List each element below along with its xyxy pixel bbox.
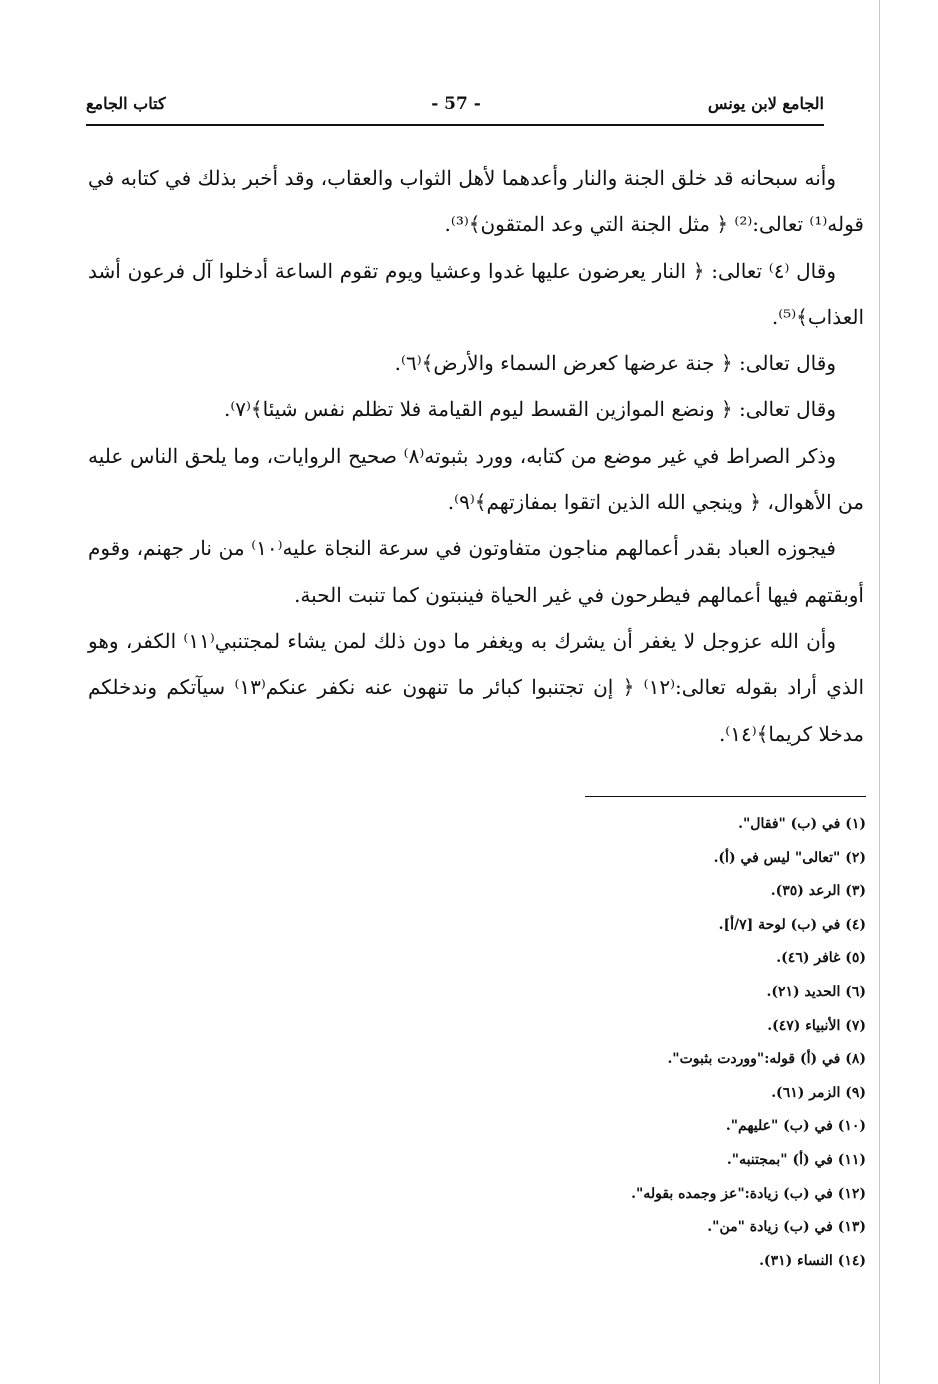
footnote-item: (١٢) في (ب) زيادة:"عز وجمده بقوله".: [631, 1185, 866, 1202]
page-edge-line: [879, 0, 880, 1384]
footnote-item: (١) في (ب) "فقال".: [738, 816, 866, 832]
footnote-item: (٧) الأنبياء (٤٧).: [767, 1017, 866, 1034]
header-chapter-title: كتاب الجامع: [86, 94, 166, 113]
footnote-item: (٥) غافر (٤٦).: [776, 950, 866, 967]
paragraph: وأنه سبحانه قد خلق الجنة والنار وأعدهما لأهل الثواب والعقاب، وقد أخبر بذلك في كتابه في قوله⁽¹⁾ تعالى:⁽²⁾ ﴿ مثل الجنة التي وعد المتقون﴾⁽³⁾.: [88, 166, 864, 237]
paragraph: وقال تعالى: ﴿ جنة عرضها كعرض السماء والأرض﴾⁽٦⁾.: [394, 351, 836, 376]
footnote-item: (١٤) النساء (٣١).: [759, 1252, 866, 1269]
paragraph: وقال ⁽٤⁾ تعالى: ﴿ النار يعرضون عليها غدوا وعشيا ويوم تقوم الساعة أدخلوا آل فرعون أشد العذاب﴾⁽⁵⁾.: [88, 258, 864, 329]
header-rule: [86, 124, 824, 126]
paragraph: وأن الله عزوجل لا يغفر أن يشرك به ويغفر ما دون ذلك لمن يشاء لمجتنبي⁽١١⁾ الكفر، وهو الذي أراد بقوله تعالى:⁽١٢⁾ ﴿ إن تجتنبوا كبائر ما تنهون عنه نكفر عنكم⁽١٣⁾ سيآتكم وندخلكم مدخلا كريما﴾⁽١٤⁾.: [88, 628, 865, 746]
paragraph: وقال تعالى: ﴿ ونضع الموازين القسط ليوم القيامة فلا تظلم نفس شيئا﴾⁽٧⁾.: [223, 397, 836, 422]
paragraph: فيجوزه العباد بقدر أعمالهم مناجون متفاوتون في سرعة النجاة عليه⁽١٠⁾ من نار جهنم، وقوم أوبقتهم فيها أعمالهم فيطرحون في غير الحياة فينبتون كما تنبت الحبة.: [88, 536, 864, 607]
footnotes: [300, 808, 866, 1278]
footnote-item: (٨) في (أ) قوله:"ووردت بثبوت".: [667, 1051, 866, 1068]
footnote-item: (٦) الحديد (٢١).: [766, 983, 866, 1000]
footnote-item: (٣) الرعد (٣٥).: [770, 883, 866, 900]
footnote-separator: [585, 796, 866, 797]
footnote-item: (٩) الزمر (٦١).: [771, 1084, 866, 1101]
footnote-item: (١٣) في (ب) زيادة "من".: [707, 1219, 866, 1236]
header-book-title: الجامع لابن يونس: [707, 94, 824, 113]
footnote-item: (١٠) في (ب) "عليهم".: [725, 1118, 866, 1135]
main-text: [88, 155, 864, 757]
footnote-item: (٢) "تعالى" ليس في (أ).: [713, 849, 866, 866]
page-header: [86, 91, 824, 125]
page-number: - 57 -: [431, 94, 481, 114]
footnote-item: (١١) في (أ) "بمجتنبه".: [726, 1151, 866, 1168]
paragraph: وذكر الصراط في غير موضع من كتابه، وورد بثبوته⁽٨⁾ صحيح الروايات، وما يلحق الناس عليه من الأهوال، ﴿ وينجي الله الذين اتقوا بمفازتهم﴾⁽٩⁾.: [88, 443, 864, 515]
footnote-item: (٤) في (ب) لوحة [٧/أ].: [718, 916, 866, 933]
